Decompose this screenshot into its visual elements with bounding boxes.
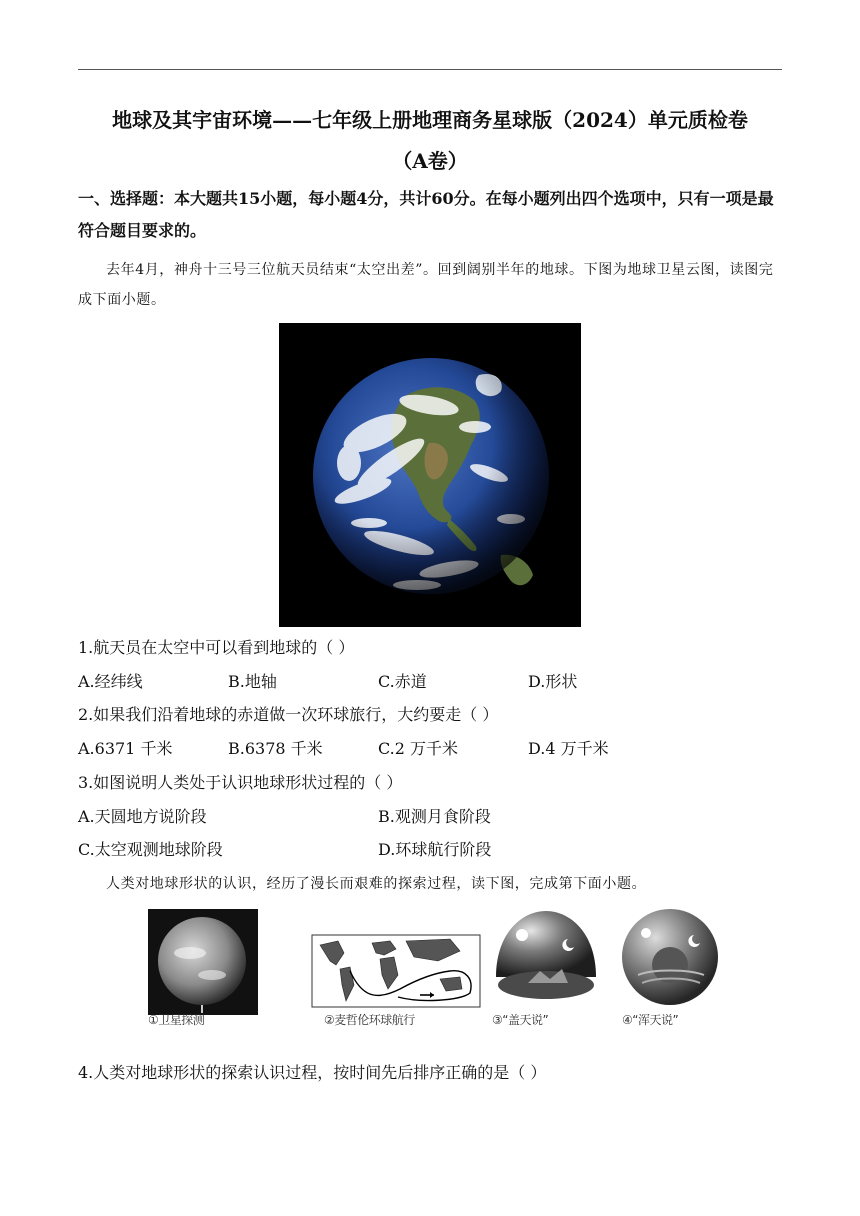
caption-magellan: ②麦哲伦环球航行 — [324, 1013, 415, 1027]
question-4-stem: 4.人类对地球形状的探索认识过程，按时间先后排序正确的是（ ） — [78, 1063, 547, 1082]
page-title: 地球及其宇宙环境——七年级上册地理商务星球版（2024）单元质检卷 — [112, 108, 748, 132]
question-1-stem: 1.航天员在太空中可以看到地球的（ ） — [78, 638, 355, 657]
intro-paragraph-1 — [78, 255, 784, 315]
question-2-stem: 2.如果我们沿着地球的赤道做一次环球旅行，大约要走（ ） — [78, 705, 499, 724]
question-1-option-d: D.形状 — [528, 672, 578, 691]
figure-huntian — [618, 905, 726, 1029]
earth-globe-graphic — [279, 323, 581, 627]
section-heading: 一、选择题：本大题共15小题，每小题4分，共计60分。在每小题列出四个选项中，只有一项是最符合题目要求的。 — [78, 189, 774, 240]
question-3-option-c: C.太空观测地球阶段 — [78, 840, 223, 859]
question-3-option-d: D.环球航行阶段 — [378, 840, 492, 859]
page-subtitle: （A卷） — [392, 149, 468, 173]
question-1-option-b: B.地轴 — [228, 672, 277, 691]
question-3-option-a: A.天圆地方说阶段 — [78, 807, 207, 826]
intro-paragraph-2 — [78, 869, 784, 899]
figure-satellite — [144, 905, 262, 1029]
caption-satellite: ①卫星探测 — [148, 1013, 205, 1027]
question-3-stem: 3.如图说明人类处于认识地球形状过程的（ ） — [78, 773, 403, 792]
question-2-option-a: A.6371 千米 — [78, 739, 173, 758]
figure-gaitian — [488, 905, 604, 1029]
question-2-option-d: D.4 万千米 — [528, 739, 609, 758]
intro-text-1: 去年4月，神舟十三号三位航天员结束“太空出差”。回到阔别半年的地球。下图为地球卫星云图，读图完成下面小题。 — [78, 262, 774, 308]
question-1-option-c: C.赤道 — [378, 672, 427, 691]
earth-satellite-image — [279, 323, 581, 627]
caption-huntian: ④“浑天说” — [622, 1013, 679, 1027]
question-3-option-b: B.观测月食阶段 — [378, 807, 491, 826]
question-1-option-a: A.经纬线 — [78, 672, 143, 691]
caption-gaitian: ③“盖天说” — [492, 1013, 549, 1027]
question-2-option-b: B.6378 千米 — [228, 739, 323, 758]
intro-text-2: 人类对地球形状的认识，经历了漫长而艰难的探索过程，读下图，完成第下面小题。 — [106, 876, 647, 892]
question-2-option-c: C.2 万千米 — [378, 739, 459, 758]
figure-magellan — [310, 905, 482, 1029]
header-rule — [78, 69, 782, 70]
